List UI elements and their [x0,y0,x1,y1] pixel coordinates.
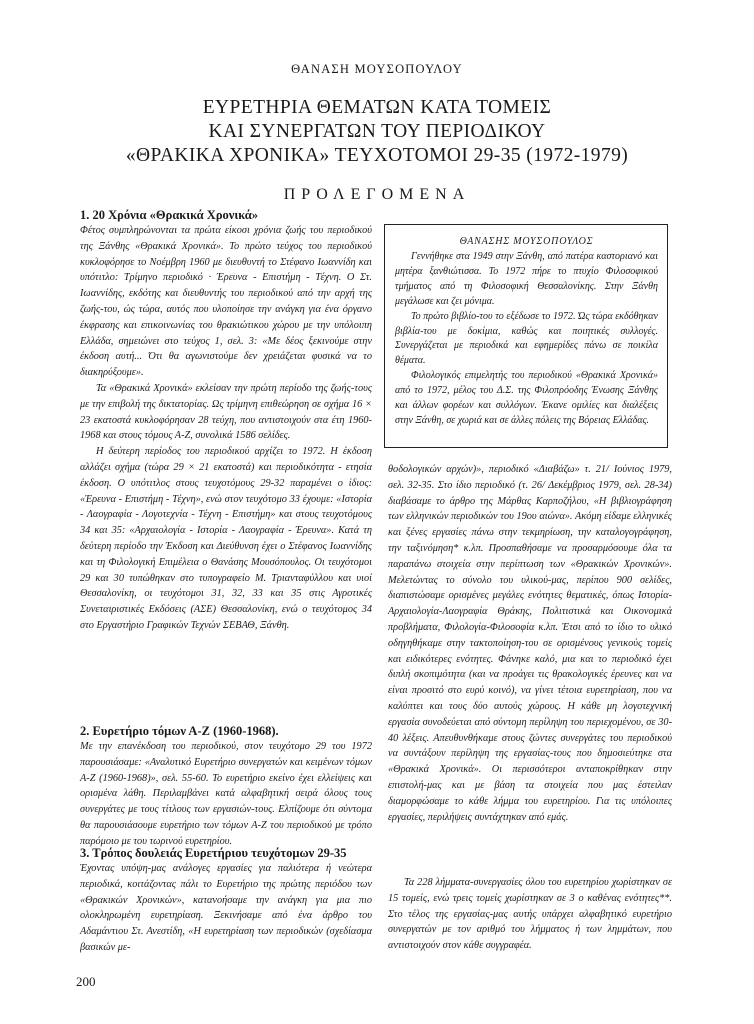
section-3 [80,846,372,956]
section-1-paragraph-2: Τα «Θρακικά Χρονικά» εκλείσαν την πρώτη περίοδο της ζωής-τους με την επιβολή της δικτατορίας. Ως τρίμηνη επιθεώρηση σε σχήμα 16 × 23 εκατοστά κυκλοφόρησαν 28 τεύχη, που αντιστοιχούν στα έτη 1960-1968 και στους τόμους Α-Ζ, συνολικά 1586 σελίδες. [80,382,372,442]
section-2 [80,724,372,850]
title-line-3: «ΘΡΑΚΙΚΑ ΧΡΟΝΙΚΑ» ΤΕΥΧΟΤΟΜΟΙ 29-35 (1972-1979) [125,145,629,166]
bio-name: ΘΑΝΑΣΗΣ ΜΟΥΣΟΠΟΥΛΟΣ [459,236,594,247]
section-1 [80,208,372,634]
right-paragraph-1: θοδολογικών αρχών)», περιοδικό «Διαβάζω» τ. 21/ Ιούνιος 1979, σελ. 32-35. Στο ίδιο περιοδικό (τ. 26/ Δεκέμβριος 1979, σελ. 28-34) διαβάσαμε το άρθρο της Μάρθας Καρποζήλου, «Η βιβλιογράφηση των ελληνικών περιοδικών του 19ου αιώνα». Ακόμη είδαμε ελληνικές και ξένες εργασίες πάνω στην τεκμηρίωση, την καταλογογράφηση, την ταξινόμηση* κ.λπ. Προσπαθήσαμε να προσαρμόσουμε όλα τα παραπάνω στοιχεία στην περίπτωση των «Θρακικών Χρονικών». Μελετώντας το σύνολο του υλικού-μας, περίπου 900 σελίδες, διαπιστώσαμε ορισμένες μεγάλες ενότητες θεματικές, όπως Ιστορία-Αρχαιολογία-Λαογραφία Θράκης, Πολιτιστικά και Οικονομικά προβλήματα, Φιλολογία-Φιλοσοφία κ.λπ. Έτσι από το ίδιο το υλικό οδηγηθήκαμε στην τακτοποίηση-του σε ορισμένους γενικούς τομείς και ειδικότερες ενότητες. Φάνηκε καλό, μια και το περιοδικό έχει διπλή σκοπιμότητα (και να προάγει τις θρακολογικές έρευνες και να είναι προσιτό στο ευρύ κοινό), να γίνει τέτοια ευρετηρίαση, που να καλύπτει και τους δύο αυτούς χώρους. Η κάθε μη λογοτεχνική εργασία συνοδεύεται από σύντομη περίληψη του περιεχομένου, σε 30-40 λέξεις. Απευθυνθήκαμε στους ζώντες συνεργάτες του περιοδικού να συντάξουν περίληψη της εργασίας-τους που δημοσιεύτηκε στα «Θρακικά Χρονικά». Οι περισσότεροι ανταποκρίθηκαν στην επιστολή-μας και με βάση τα στοιχεία που μας έστειλαν διαμορφώσαμε το κάθε λήμμα του ευρετηρίου. Για τις υπόλοιπες εργασίες, περιλήψεις συντάχτηκαν από εμάς. [388,464,672,823]
author-bio-box [384,224,668,448]
section-heading: ΠΡΟΛΕΓΟΜΕΝΑ [283,186,471,203]
section-1-paragraph-1: Φέτος συμπληρώνονται τα πρώτα είκοσι χρόνια ζωής του περιοδικού της Ξάνθης «Θρακικά Χρονικά». Το πρώτο τεύχος του περιοδικού κυκλοφόρησε το Νοέμβρη 1960 με διευθυντή το Στέφανο Ιωαννίδη και υπότιτλο: Τρίμηνο περιοδικό · Έρευνα - Επιστήμη - Τέχνη. Ο Στ. Ιωαννίδης, εκδότης και διευθυντής του περιοδικού από την αρχή της ζωής-του, ώς τώρα, αυτός που υλοποίησε την ανάγκη για ένα όργανο έκφρασης και επικοινωνίας του θρακιώτικου χώρου με την υπόλοιπη Ελλάδα, σημειώνει στο τεύχος 1, σελ. 3: «Με δέος ξεκινούμε στην έκδοση αυτή... Ότι θα αγωνιστούμε δεν χρειάζεται φυσικά να το διακηρύξουμε». [80,225,372,379]
right-paragraph-2: Τα 228 λήμματα-συνεργασίες όλου του ευρετηρίου χωρίστηκαν σε 15 τομείς, ενώ τρεις τομείς χωρίστηκαν σε 3 ο καθένας ενότητες**. Στο τέλος της εργασίας-μας αυτής υπάρχει αλφαβητικό ευρετήριο συνεργατών με τον αριθμό του λήμματος ή των λημμάτων, που αντιστοιχούν στον κάθε συγγραφέα. [388,877,672,952]
bio-paragraph-3: Φιλολογικός επιμελητής του περιοδικού «Θρακικά Χρονικά» από το 1972, μέλος του Δ.Σ. της Φιλοπρόοδης Ένωσης Ξάνθης και άλλων φορέων και συλλόγων. Έκανε ομιλίες και διαλέξεις στην Ξάνθη, σε χωριά και σε άλλες πόλεις της Βόρειας Ελλάδας. [395,370,658,426]
page-number: 200 [76,974,96,989]
section-1-heading: 1. 20 Χρόνια «Θρακικά Χρονικά» [80,208,259,222]
article-title [100,96,654,168]
right-column-text [388,462,672,825]
section-1-paragraph-3: Η δεύτερη περίοδος του περιοδικού αρχίζει το 1972. Η έκδοση αλλάζει σχήμα (τώρα 29 × 21 εκατοστά) και περιοδικότητα - ετησία έκδοση. Ο υπότιτλος στους τευχοτόμους 29-32 παραμένει ο ίδιος: «Έρευνα - Επιστήμη - Τέχνη», ενώ στον τευχότομο 33 έχουμε: «Ιστορία - Λαογραφία - Λογοτεχνία - Τέχνη - Επιστήμη» και στους τευχοτόμους 34 και 35: «Αρχαιολογία - Ιστορία - Λαογραφία - Έρευνα». Κατά τη δεύτερη περίοδο την Έκδοση και Διεύθυνση έχει ο Στέφανος Ιωαννίδης και τη Φιλολογική Επιμέλεια ο Θανάσης Μουσόπουλος. Οι τευχότομοι 29 και 30 τυπώθηκαν στο τυπογραφείο Μ. Τριανταφύλλου και υιοί Θεσσαλονίκη, οι τευχότομοι 31, 32, 33 και 35 στις Αγροτικές Συνεταιριστικές Εκδόσεις (ΑΣΕ) Θεσσαλονίκη, ενώ ο τευχότομος 34 στο Εργαστήριο Γραφικών Τεχνών ΣΕΒΑΘ, Ξάνθη. [80,446,372,631]
article-author: ΘΑΝΑΣΗ ΜΟΥΣΟΠΟΥΛΟΥ [291,62,463,76]
section-2-paragraph-1: Με την επανέκδοση του περιοδικού, στον τευχότομο 29 του 1972 παρουσιάσαμε: «Αναλυτικό Ευρετήριο συνεργατών και κειμένων τόμων Α-Ζ (1960-1968)», σελ. 55-60. Το ευρετήριο εκείνο έχει ελλείψεις και ορισμένα λάθη. Περιλαμβάνει κατά αλφαβητική σειρά όλους τους συνεργάτες με τους τίτλους των εργασιών-τους. Ελπίζουμε ότι σύντομα θα παρουσιάσουμε ευρετήριο των τόμων Α-Ζ του περιοδικού με τρόπο παρόμοιο με του τωρινού ευρετηρίου. [80,741,372,847]
section-3-paragraph-1: Έχοντας υπόψη-μας ανάλογες εργασίες για παλιότερα ή νεώτερα περιοδικά, κοιτάζοντας πάλι το Ευρετήριο της πρώτης περιόδου των «Θρακικών Χρονικών», κατανοήσαμε την ανάγκη για μια πιο ολοκληρωμένη ευρετηρίαση. Ξεκινήσαμε από ένα άρθρο του Αδαμάντιου Στ. Ανεστίδη, «Η ευρετηρίαση των περιοδικών (σχεδίασμα βασικών με- [80,863,372,953]
title-line-1: ΕΥΡΕΤΗΡΙΑ ΘΕΜΑΤΩΝ ΚΑΤΑ ΤΟΜΕΙΣ [202,97,552,118]
bio-paragraph-1: Γεννήθηκε στα 1949 στην Ξάνθη, από πατέρα καστοριανό και μητέρα ξανθιώτισσα. Το 1972 πήρε το πτυχίο Φιλοσοφικού τμήματος από τη Φιλοσοφική Θεσσαλονίκης. Στην Ξάνθη μεγάλωσε και ζει μόνιμα. [395,251,658,307]
title-line-2: ΚΑΙ ΣΥΝΕΡΓΑΤΩΝ ΤΟΥ ΠΕΡΙΟΔΙΚΟΥ [208,121,546,142]
right-column-closing [388,875,672,954]
section-2-heading: 2. Ευρετήριο τόμων Α-Ζ (1960-1968). [80,724,279,738]
section-3-heading: 3. Τρόπος δουλειάς Ευρετήριου τευχότομων 29-35 [80,846,347,860]
bio-paragraph-2: Το πρώτο βιβλίο-του το εξέδωσε το 1972. Ώς τώρα εκδόθηκαν βιβλία-του με δοκίμια, καθώς και ποιητικές συλλογές. Συνεργάζεται με περιοδικά και εφημερίδες πάνω σε ποικίλα θέματα. [395,310,658,367]
